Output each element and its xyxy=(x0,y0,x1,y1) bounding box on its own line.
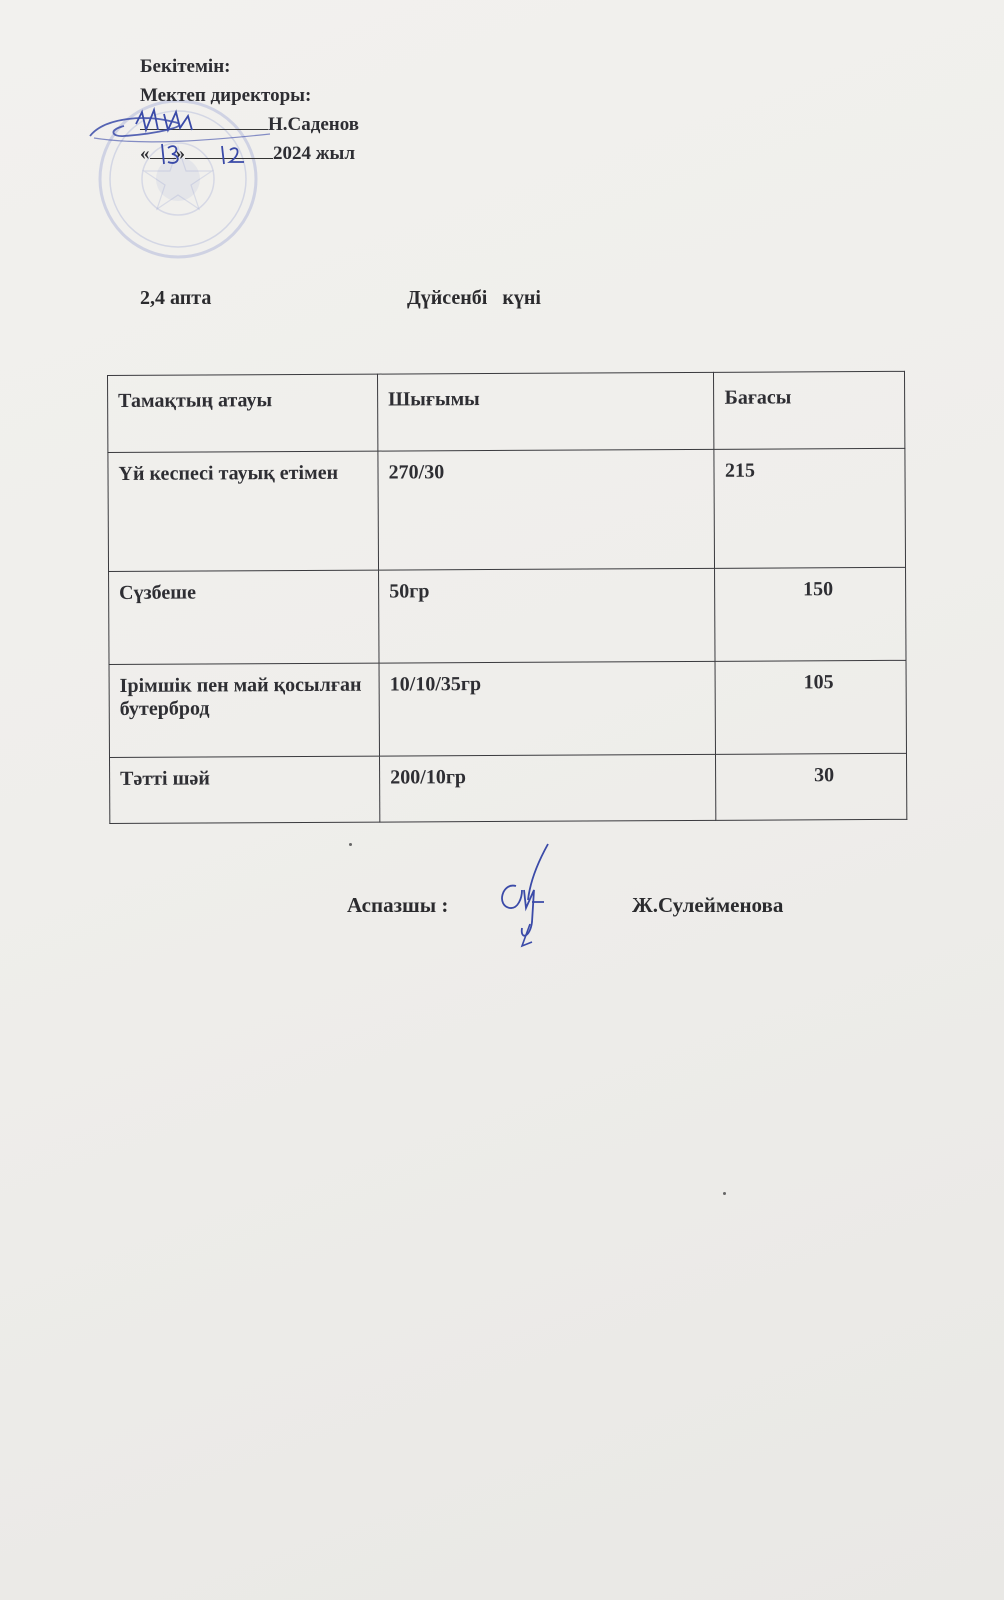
director-title: Мектеп директоры: xyxy=(140,85,312,106)
paper-speck xyxy=(349,843,352,846)
dish-price: 30 xyxy=(716,753,907,820)
dish-name: Сүзбеше xyxy=(109,570,380,664)
paper-speck xyxy=(723,1192,726,1195)
cook-label: Аспазшы : xyxy=(347,893,449,917)
menu-table xyxy=(107,371,907,824)
dish-yield: 50гр xyxy=(379,568,716,663)
dish-yield: 10/10/35гр xyxy=(379,661,716,756)
handwritten-date xyxy=(150,138,290,170)
header-yield: Шығымы xyxy=(378,372,715,451)
dish-price: 215 xyxy=(714,448,905,568)
table-row xyxy=(109,567,906,664)
approval-title: Бекітемін: xyxy=(140,56,231,77)
dish-name: Тәтті шәй xyxy=(110,756,380,823)
cook-name: Ж.Сулейменова xyxy=(632,893,784,917)
dish-price: 150 xyxy=(715,567,906,661)
table-header-row xyxy=(108,371,905,452)
dish-yield: 270/30 xyxy=(378,449,715,570)
header-price: Бағасы xyxy=(714,371,905,449)
date-year: 2024 жыл xyxy=(273,143,356,164)
day-label: Дүйсенбі күні xyxy=(407,287,541,309)
dish-yield: 200/10гр xyxy=(380,754,717,822)
date-open-quote: « xyxy=(140,143,150,164)
week-label: 2,4 апта xyxy=(140,287,212,309)
dish-name: Ірімшік пен май қосылған бутерброд xyxy=(109,663,380,757)
director-name: Н.Саденов xyxy=(268,114,360,135)
header-dish-name: Тамақтың атауы xyxy=(108,374,379,452)
dish-price: 105 xyxy=(715,660,906,754)
dish-name: Үй кеспесі тауық етімен xyxy=(108,451,379,571)
table-row xyxy=(109,660,906,757)
table-row xyxy=(110,753,907,823)
table-row xyxy=(108,448,906,571)
date-close-quote: » xyxy=(175,143,185,164)
cook-signature xyxy=(492,842,562,952)
